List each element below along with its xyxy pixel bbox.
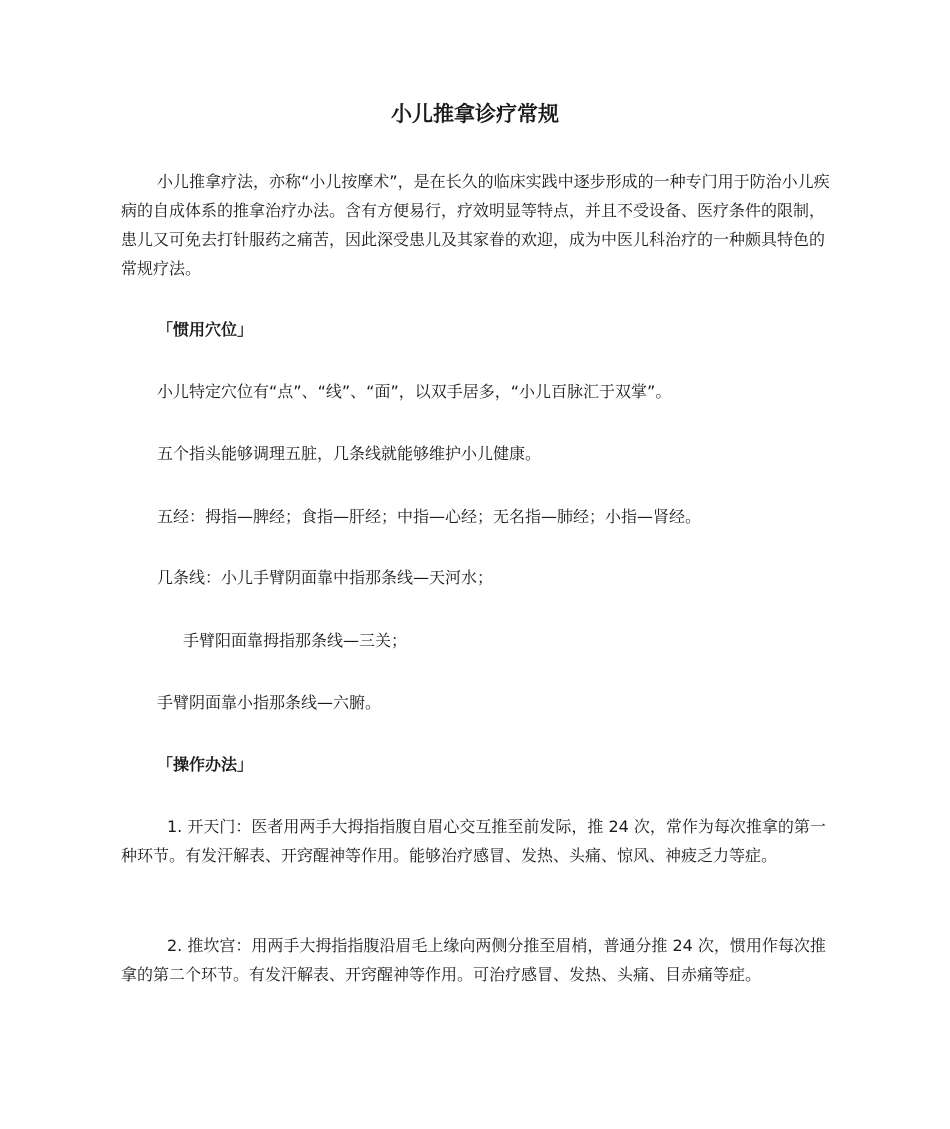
- acupoint-line-1: 小儿特定穴位有“点”、“线”、“面”，以双手居多，“小儿百脉汇于双掌”。: [157, 382, 672, 401]
- acupoint-line-2: 五个指头能够调理五脏，几条线就能够维护小儿健康。: [157, 444, 542, 463]
- acupoint-line-5: 手臂阳面靠拇指那条线—三关；: [183, 631, 408, 650]
- acupoint-line-4: 几条线：小儿手臂阴面靠中指那条线—天河水；: [157, 568, 494, 587]
- operation-item-2: 2. 推坎宫：用两手大拇指指腹沿眉毛上缘向两侧分推至眉梢，普通分推 24 次，惯用作每次推拿的第二个环节。有发汗解表、开窍醒神等作用。可治疗感冒、发热、头痛、目赤痛等症。: [121, 936, 826, 984]
- acupoint-line-6: 手臂阴面靠小指那条线—六腑。: [157, 693, 382, 712]
- acupoint-line-3: 五经：拇指—脾经；食指—肝经；中指—心经；无名指—肺经；小指—肾经。: [157, 507, 702, 526]
- section-heading-operations: 「操作办法」: [157, 755, 254, 774]
- intro-paragraph: 小儿推拿疗法，亦称“小儿按摩术”，是在长久的临床实践中逐步形成的一种专门用于防治小儿疾病的自成体系的推拿治疗办法。含有方便易行，疗效明显等特点，并且不受设备、医疗条件的限制，患儿又可免去打针服药之痛苦，因此深受患儿及其家眷的欢迎，成为中医儿科治疗的一种颇具特色的常规疗法。: [121, 172, 830, 278]
- section-heading-acupoints: 「惯用穴位」: [157, 320, 254, 339]
- operation-item-1: 1. 开天门：医者用两手大拇指指腹自眉心交互推至前发际，推 24 次，常作为每次推拿的第一种环节。有发汗解表、开窍醒神等作用。能够治疗感冒、发热、头痛、惊风、神疲乏力等症。: [121, 817, 826, 865]
- document-title: 小儿推拿诊疗常规: [391, 102, 559, 126]
